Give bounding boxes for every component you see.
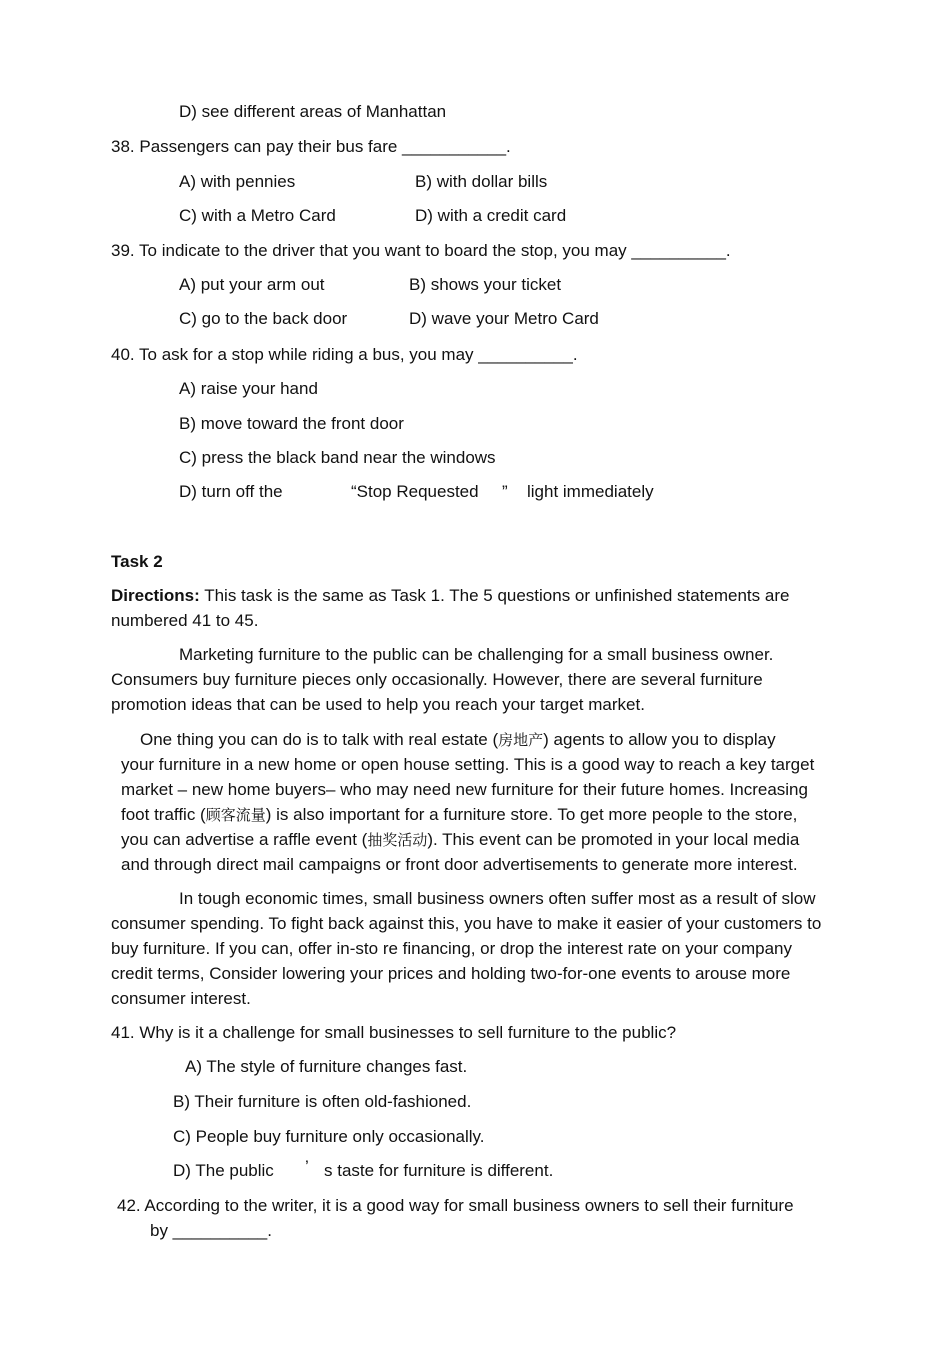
q37-option-d: D) see different areas of Manhattan: [179, 102, 447, 121]
q41-option-d-part3: s taste for furniture is different.: [324, 1161, 554, 1180]
passage-p2-line2: your furniture in a new home or open house setting. This is a good way to reach a key target: [121, 755, 815, 774]
directions-text: This task is the same as Task 1. The 5 questions or unfinished statements are: [199, 586, 790, 605]
p2-l1-text-b: ) agents to allow you to display: [543, 730, 776, 749]
passage-p3-line4: credit terms, Consider lowering your prices and holding two-for-one events to arouse more: [111, 964, 791, 983]
q42-stem: 42. According to the writer, it is a good way for small business owners to sell their furniture: [117, 1196, 794, 1215]
q39-option-b: B) shows your ticket: [409, 275, 562, 294]
passage-p2-line5: [121, 830, 799, 850]
passage-p2-line4: [121, 805, 797, 825]
q38-option-a: A) with pennies: [179, 172, 296, 191]
passage-p1-line1: Marketing furniture to the public can be challenging for a small business owner.: [179, 645, 774, 664]
directions-label: Directions:: [111, 586, 200, 605]
p2-l4-text-b: ) is also important for a furniture store. To get more people to the store,: [265, 805, 798, 824]
q39-stem: 39. To indicate to the driver that you want to board the stop, you may __________.: [111, 241, 731, 260]
task2-directions: [111, 586, 789, 606]
p2-l5-chinese: 抽奖活动: [367, 831, 428, 849]
task2-heading: Task 2: [111, 552, 163, 571]
q40-option-d-part2: “Stop Requested: [351, 482, 479, 501]
p2-l5-text-a: you can advertise a raffle event (: [121, 830, 368, 849]
q40-option-a: A) raise your hand: [179, 379, 318, 398]
q40-option-c: C) press the black band near the windows: [179, 448, 496, 467]
q40-option-b: B) move toward the front door: [179, 414, 404, 433]
q38-option-c: C) with a Metro Card: [179, 206, 336, 225]
q40-stem: 40. To ask for a stop while riding a bus, you may __________.: [111, 345, 578, 364]
q41-option-d-part1: D) The public: [173, 1161, 274, 1180]
q41-option-c: C) People buy furniture only occasionally.: [173, 1127, 485, 1146]
passage-p3-line2: consumer spending. To fight back against this, you have to make it easier of your customers to: [111, 914, 822, 933]
q39-option-d: D) wave your Metro Card: [409, 309, 599, 328]
passage-p2-line6: and through direct mail campaigns or front door advertisements to generate more interest.: [121, 855, 798, 874]
passage-p1-line2: Consumers buy furniture pieces only occasionally. However, there are several furniture: [111, 670, 763, 689]
q39-option-c: C) go to the back door: [179, 309, 348, 328]
q41-option-a: A) The style of furniture changes fast.: [185, 1057, 468, 1076]
passage-p2-line3: market – new home buyers– who may need new furniture for their future homes. Increasing: [121, 780, 808, 799]
q39-option-a: A) put your arm out: [179, 275, 325, 294]
p2-l4-chinese: 顾客流量: [205, 806, 266, 824]
passage-p2-line1: [140, 730, 776, 750]
passage-p3-line1: In tough economic times, small business owners often suffer most as a result of slow: [179, 889, 816, 908]
q40-option-d-part3: ”: [502, 482, 508, 501]
task2-directions-line2: numbered 41 to 45.: [111, 611, 259, 630]
p2-l4-text-a: foot traffic (: [121, 805, 206, 824]
passage-p3-line5: consumer interest.: [111, 989, 251, 1008]
passage-p1-line3: promotion ideas that can be used to help you reach your target market.: [111, 695, 645, 714]
p2-l1-text-a: One thing you can do is to talk with real estate (: [140, 730, 499, 749]
p2-l1-chinese: 房地产: [498, 731, 544, 749]
q38-option-b: B) with dollar bills: [415, 172, 548, 191]
q41-stem: 41. Why is it a challenge for small businesses to sell furniture to the public?: [111, 1023, 677, 1042]
q38-option-d: D) with a credit card: [415, 206, 567, 225]
q41-option-b: B) Their furniture is often old-fashioned.: [173, 1092, 472, 1111]
passage-p3-line3: buy furniture. If you can, offer in-sto re financing, or drop the interest rate on your company: [111, 939, 792, 958]
q40-option-d-part1: D) turn off the: [179, 482, 283, 501]
q42-stem-line2: by __________.: [150, 1221, 272, 1240]
q38-stem: 38. Passengers can pay their bus fare ___________.: [111, 137, 511, 156]
q41-option-d-apostrophe: ’: [305, 1157, 309, 1176]
q40-option-d-part4: light immediately: [527, 482, 654, 501]
p2-l5-text-b: ). This event can be promoted in your local media: [427, 830, 800, 849]
